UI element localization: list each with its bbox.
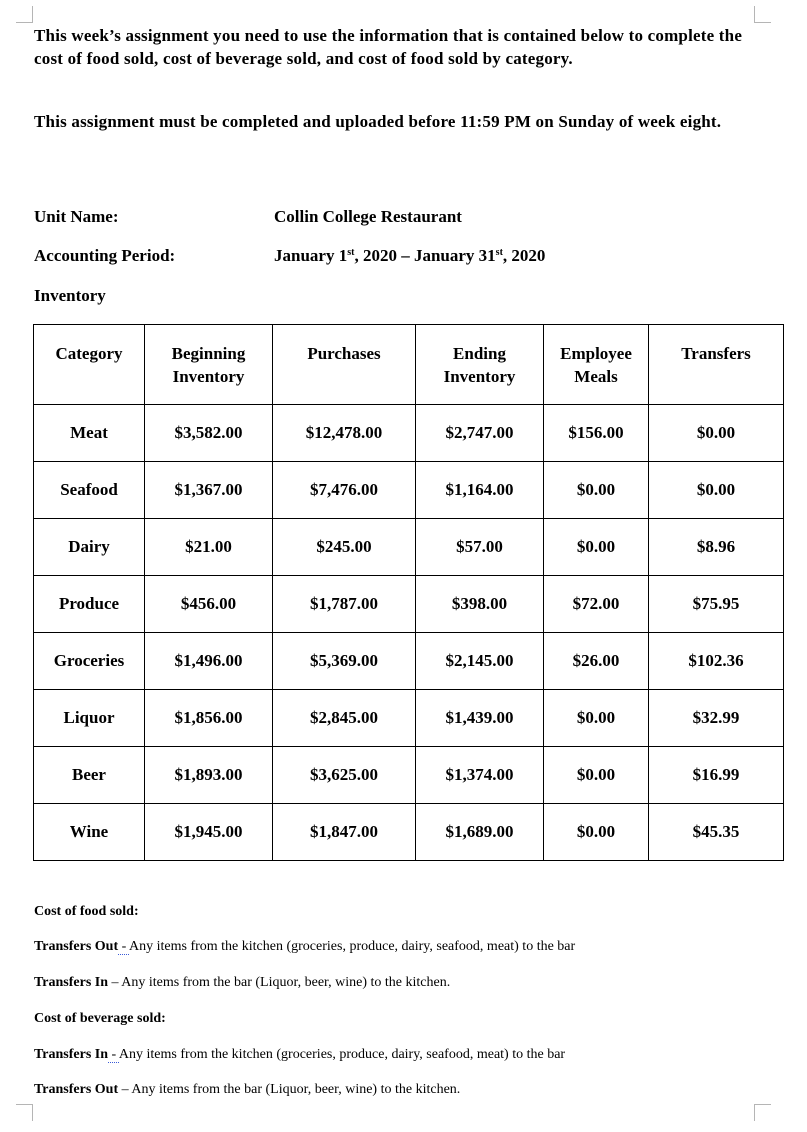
- table-row: [34, 747, 784, 804]
- category-cell: Produce: [34, 576, 145, 633]
- food-cost-heading: Cost of food sold:: [34, 904, 139, 919]
- beverage-transfers-out-note: Transfers Out – Any items from the bar (Liquor, beer, wine) to the kitchen.: [34, 1082, 461, 1097]
- header-transfers: Transfers: [649, 325, 784, 405]
- purchases-cell: $1,787.00: [273, 576, 416, 633]
- employee-meals-cell: $156.00: [544, 405, 649, 462]
- unit-name-label: Unit Name:: [34, 207, 119, 226]
- transfers-cell: $16.99: [649, 747, 784, 804]
- purchases-cell: $12,478.00: [273, 405, 416, 462]
- page-corner-mark: [754, 1104, 771, 1121]
- assignment-deadline: This assignment must be completed and uploaded before 11:59 PM on Sunday of week eight.: [34, 112, 722, 131]
- page-corner-mark: [754, 6, 771, 23]
- employee-meals-cell: $0.00: [544, 690, 649, 747]
- unit-name-value: Collin College Restaurant: [274, 207, 462, 226]
- beginning-inventory-cell: $456.00: [145, 576, 273, 633]
- purchases-cell: $2,845.00: [273, 690, 416, 747]
- employee-meals-cell: $0.00: [544, 804, 649, 861]
- accounting-period-label: Accounting Period:: [34, 246, 176, 265]
- employee-meals-cell: $0.00: [544, 462, 649, 519]
- purchases-cell: $3,625.00: [273, 747, 416, 804]
- table-row: [34, 576, 784, 633]
- beginning-inventory-cell: $21.00: [145, 519, 273, 576]
- food-transfers-out-note: Transfers Out - Any items from the kitchen (groceries, produce, dairy, seafood, meat) to the bar: [34, 939, 576, 954]
- purchases-cell: $245.00: [273, 519, 416, 576]
- beverage-transfers-in-note: Transfers In - Any items from the kitchen (groceries, produce, dairy, seafood, meat) to the bar: [34, 1047, 566, 1062]
- category-cell: Meat: [34, 405, 145, 462]
- transfers-cell: $0.00: [649, 462, 784, 519]
- page-corner-mark: [16, 6, 33, 23]
- transfers-cell: $102.36: [649, 633, 784, 690]
- purchases-cell: $5,369.00: [273, 633, 416, 690]
- ending-inventory-cell: $1,689.00: [416, 804, 544, 861]
- header-ending-inventory: Ending Inventory: [416, 325, 544, 405]
- employee-meals-cell: $0.00: [544, 747, 649, 804]
- category-cell: Dairy: [34, 519, 145, 576]
- inventory-table: [33, 324, 784, 861]
- beginning-inventory-cell: $1,945.00: [145, 804, 273, 861]
- ending-inventory-cell: $1,164.00: [416, 462, 544, 519]
- beverage-cost-heading: Cost of beverage sold:: [34, 1011, 166, 1026]
- purchases-cell: $7,476.00: [273, 462, 416, 519]
- accounting-period-value: January 1st, 2020 – January 31st, 2020: [274, 246, 546, 265]
- food-transfers-in-note: Transfers In – Any items from the bar (Liquor, beer, wine) to the kitchen.: [34, 975, 451, 990]
- table-row: [34, 519, 784, 576]
- ending-inventory-cell: $57.00: [416, 519, 544, 576]
- table-row: [34, 633, 784, 690]
- beginning-inventory-cell: $3,582.00: [145, 405, 273, 462]
- beginning-inventory-cell: $1,893.00: [145, 747, 273, 804]
- transfers-cell: $75.95: [649, 576, 784, 633]
- beginning-inventory-cell: $1,496.00: [145, 633, 273, 690]
- table-row: [34, 690, 784, 747]
- category-cell: Beer: [34, 747, 145, 804]
- transfers-cell: $8.96: [649, 519, 784, 576]
- table-header-row: [34, 325, 784, 405]
- category-cell: Seafood: [34, 462, 145, 519]
- category-cell: Groceries: [34, 633, 145, 690]
- inventory-heading: Inventory: [34, 286, 106, 305]
- header-purchases: Purchases: [273, 325, 416, 405]
- header-employee-meals: Employee Meals: [544, 325, 649, 405]
- employee-meals-cell: $72.00: [544, 576, 649, 633]
- table-row: [34, 462, 784, 519]
- beginning-inventory-cell: $1,856.00: [145, 690, 273, 747]
- table-row: [34, 405, 784, 462]
- transfers-cell: $0.00: [649, 405, 784, 462]
- page-corner-mark: [16, 1104, 33, 1121]
- employee-meals-cell: $26.00: [544, 633, 649, 690]
- header-beginning-inventory: Beginning Inventory: [145, 325, 273, 405]
- category-cell: Wine: [34, 804, 145, 861]
- category-cell: Liquor: [34, 690, 145, 747]
- purchases-cell: $1,847.00: [273, 804, 416, 861]
- transfers-cell: $45.35: [649, 804, 784, 861]
- beginning-inventory-cell: $1,367.00: [145, 462, 273, 519]
- employee-meals-cell: $0.00: [544, 519, 649, 576]
- ending-inventory-cell: $2,747.00: [416, 405, 544, 462]
- table-row: [34, 804, 784, 861]
- header-category: Category: [34, 325, 145, 405]
- ending-inventory-cell: $398.00: [416, 576, 544, 633]
- ending-inventory-cell: $1,439.00: [416, 690, 544, 747]
- assignment-instructions: This week’s assignment you need to use the information that is contained below to complete the cost of food sold, cost of beverage sold, and cost of food sold by category.: [34, 26, 743, 68]
- ending-inventory-cell: $1,374.00: [416, 747, 544, 804]
- transfers-cell: $32.99: [649, 690, 784, 747]
- ending-inventory-cell: $2,145.00: [416, 633, 544, 690]
